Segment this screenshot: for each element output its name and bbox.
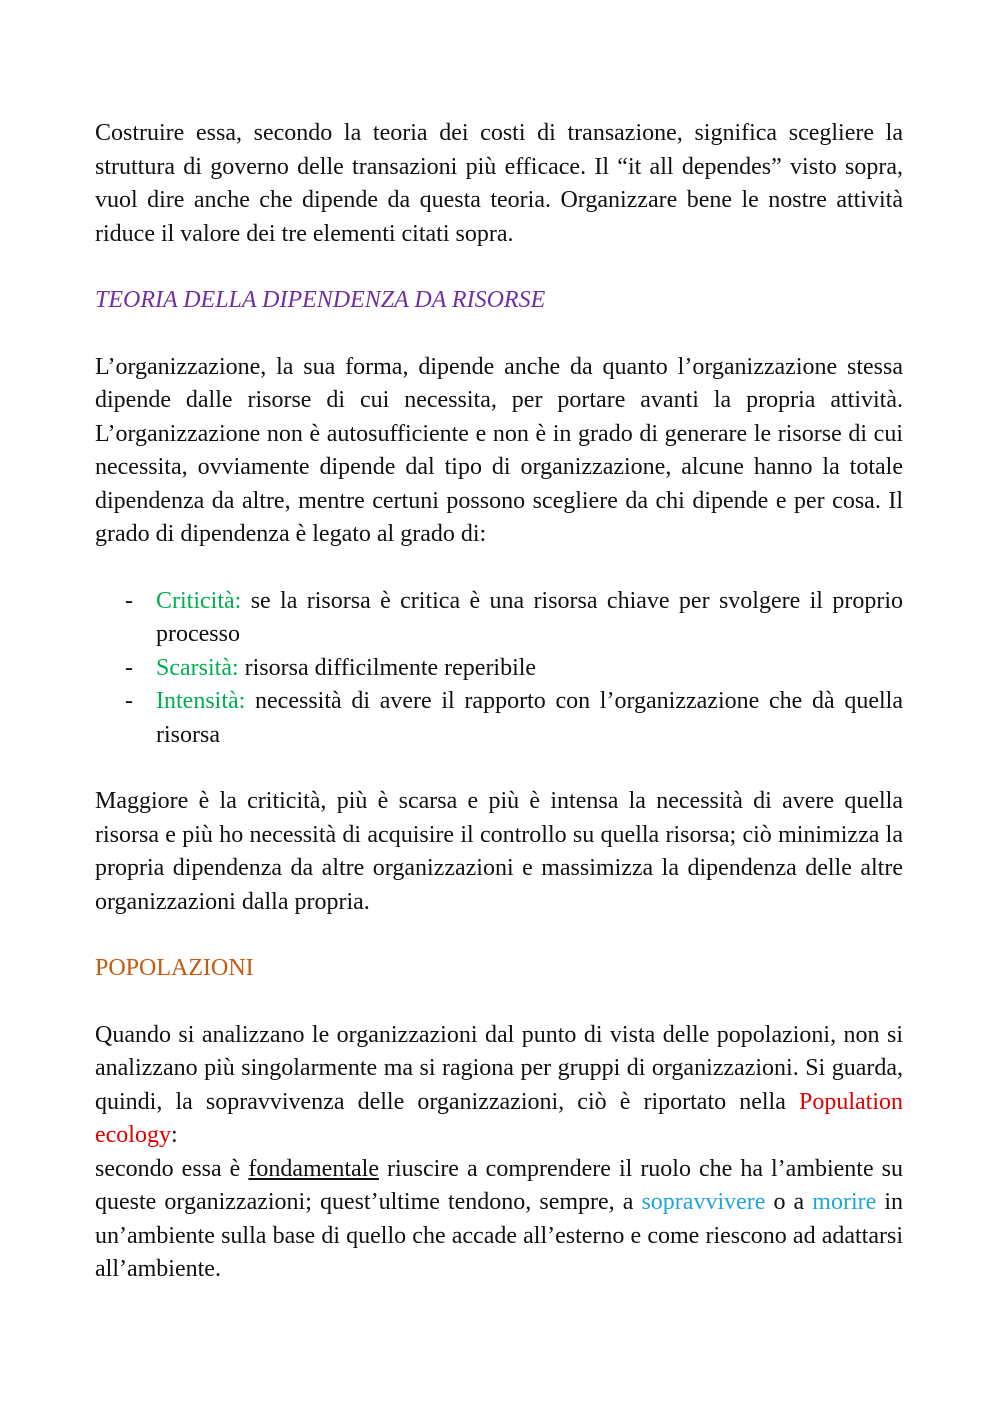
list-text-scarcity: risorsa difficilmente reperibile: [238, 654, 537, 681]
section-heading-resource-dependence: TEORIA DELLA DIPENDENZA DA RISORSE: [95, 287, 546, 313]
section-heading-populations: POPOLAZIONI: [95, 955, 254, 981]
environment-text-1: secondo essa è: [95, 1155, 249, 1182]
paragraph-criticality-summary: Maggiore è la criticità, più è scarsa e più è intensa la necessità di avere quella risorsa e più ho necessità di acquisire il controllo su quella risorsa; ciò minimizza la propria dipendenza da altre organizzazioni e massimizza la dipendenza delle altre organizzazioni dalla propria.: [95, 788, 903, 915]
population-ecology-term: Population ecology: [95, 1088, 903, 1148]
environment-text-2: riuscire a comprendere il ruolo che ha l’ambiente su queste organizzazioni; quest’ultime tendono, sempre, a: [95, 1155, 903, 1215]
underlined-fondamentale: fondamentale: [248, 1155, 379, 1182]
list-term-intensity: Intensità:: [156, 688, 246, 714]
environment-text-3: o a: [765, 1189, 813, 1215]
populations-text-2: :: [170, 1122, 178, 1148]
term-morire: morire: [812, 1189, 877, 1215]
dependence-factors-list: [95, 585, 903, 753]
list-dash: -: [125, 654, 133, 681]
document-page: [95, 117, 903, 1287]
populations-text-1: Quando si analizzano le organizzazioni dal punto di vista delle popolazioni, non si analizzano più singolarmente ma si ragiona per gruppi di organizzazioni. Si guarda, quindi, la sopravvivenza delle organizzazioni, ciò è riportato nella: [95, 1021, 903, 1115]
list-text-criticality: se la risorsa è critica è una risorsa chiave per svolgere il proprio processo: [156, 587, 903, 647]
paragraph-environment: [95, 1153, 903, 1287]
paragraph-transaction-costs: Costruire essa, secondo la teoria dei costi di transazione, significa scegliere la struttura di governo delle transazioni più efficace. Il “it all dependes” visto sopra, vuol dire anche che dipende da questa teoria. Organizzare bene le nostre attività riduce il valore dei tre elementi citati sopra.: [95, 120, 903, 247]
paragraph-resource-dependence: L’organizzazione, la sua forma, dipende anche da quanto l’organizzazione stessa dipende dalle risorse di cui necessita, per portare avanti la propria attività. L’organizzazione non è autosufficiente e non è in grado di generare le risorse di cui necessita, ovviamente dipende dal tipo di organizzazione, alcune hanno la totale dipendenza da altre, mentre certuni possono scegliere da chi dipende e per cosa. Il grado di dipendenza è legato al grado di:: [95, 353, 903, 547]
list-term-scarcity: Scarsità:: [156, 654, 239, 681]
list-text-intensity: necessità di avere il rapporto con l’organizzazione che dà quella risorsa: [156, 688, 903, 748]
term-sopravvivere: sopravvivere: [641, 1189, 766, 1215]
list-dash: -: [125, 688, 133, 714]
list-term-criticality: Criticità:: [156, 587, 242, 614]
paragraph-populations: [95, 1019, 903, 1153]
list-item-scarcity: [95, 652, 903, 686]
list-item-criticality: [95, 585, 903, 652]
list-item-intensity: [95, 685, 903, 752]
list-dash: -: [125, 587, 133, 614]
environment-text-4: in un’ambiente sulla base di quello che accade all’esterno e come riescono ad adattarsi all’ambiente.: [95, 1189, 904, 1282]
